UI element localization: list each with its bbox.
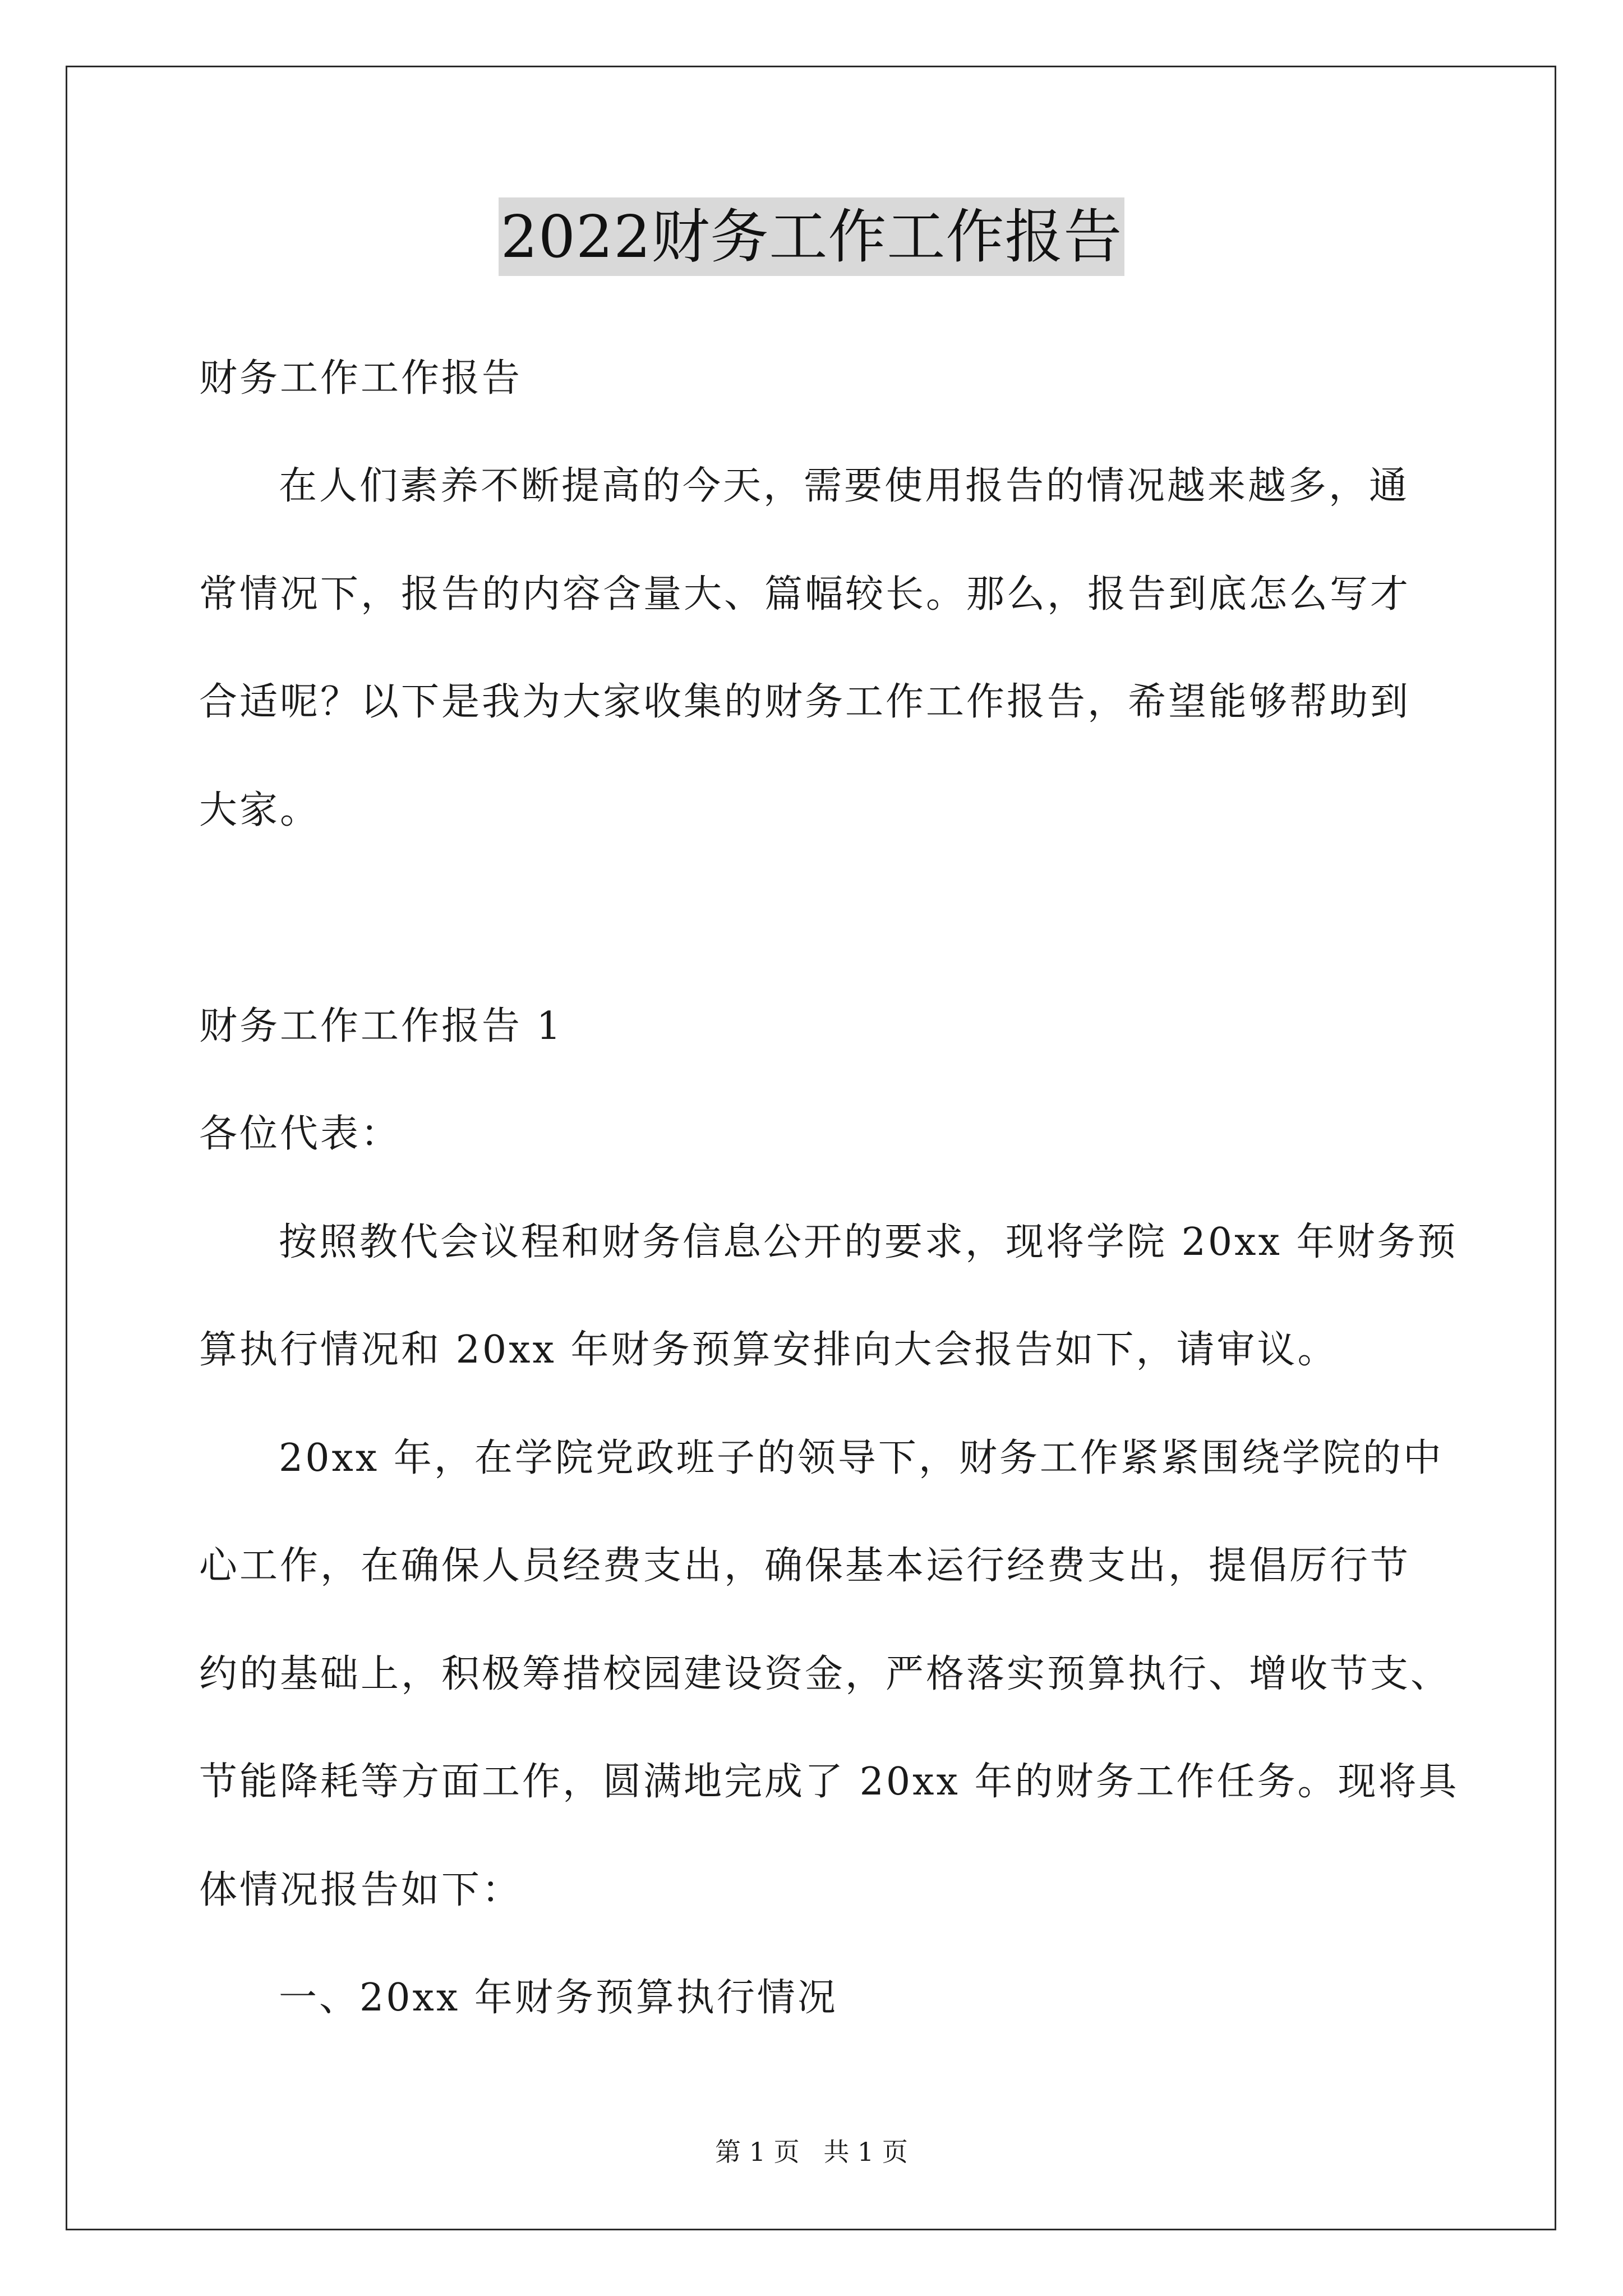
page-total: 共 1 页 (823, 2137, 908, 2167)
subsection-heading: 一、20xx 年财务预算执行情况 (279, 1976, 838, 2020)
salutation: 各位代表： (199, 1112, 402, 1156)
section-heading: 财务工作工作报告 1 (199, 1004, 563, 1048)
paragraph-line: 合适呢？以下是我为大家收集的财务工作工作报告，希望能够帮助到 (199, 680, 1411, 724)
paragraph-line: 20xx 年，在学院党政班子的领导下，财务工作紧紧围绕学院的中 (279, 1436, 1444, 1480)
paragraph-line: 心工作，在确保人员经费支出，确保基本运行经费支出，提倡厉行节 (199, 1544, 1411, 1588)
page-number: 第 1 页 (715, 2137, 800, 2167)
paragraph-line: 节能降耗等方面工作，圆满地完成了 20xx 年的财务工作任务。现将具 (199, 1760, 1459, 1804)
intro-heading: 财务工作工作报告 (199, 356, 523, 401)
paragraph-line: 约的基础上，积极筹措校园建设资金，严格落实预算执行、增收节支、 (199, 1652, 1451, 1696)
document-title: 2022财务工作工作报告 (499, 197, 1125, 276)
paragraph-line: 在人们素养不断提高的今天，需要使用报告的情况越来越多，通 (279, 464, 1410, 508)
paragraph-line: 常情况下，报告的内容含量大、篇幅较长。那么，报告到底怎么写才 (199, 572, 1411, 616)
paragraph-line: 按照教代会议程和财务信息公开的要求，现将学院 20xx 年财务预 (279, 1220, 1458, 1264)
title-wrap (0, 197, 1623, 276)
paragraph-line: 算执行情况和 20xx 年财务预算安排向大会报告如下，请审议。 (199, 1328, 1338, 1372)
paragraph-line: 体情况报告如下： (199, 1868, 523, 1912)
page-footer (0, 2135, 1623, 2169)
paragraph-line: 大家。 (199, 788, 321, 832)
